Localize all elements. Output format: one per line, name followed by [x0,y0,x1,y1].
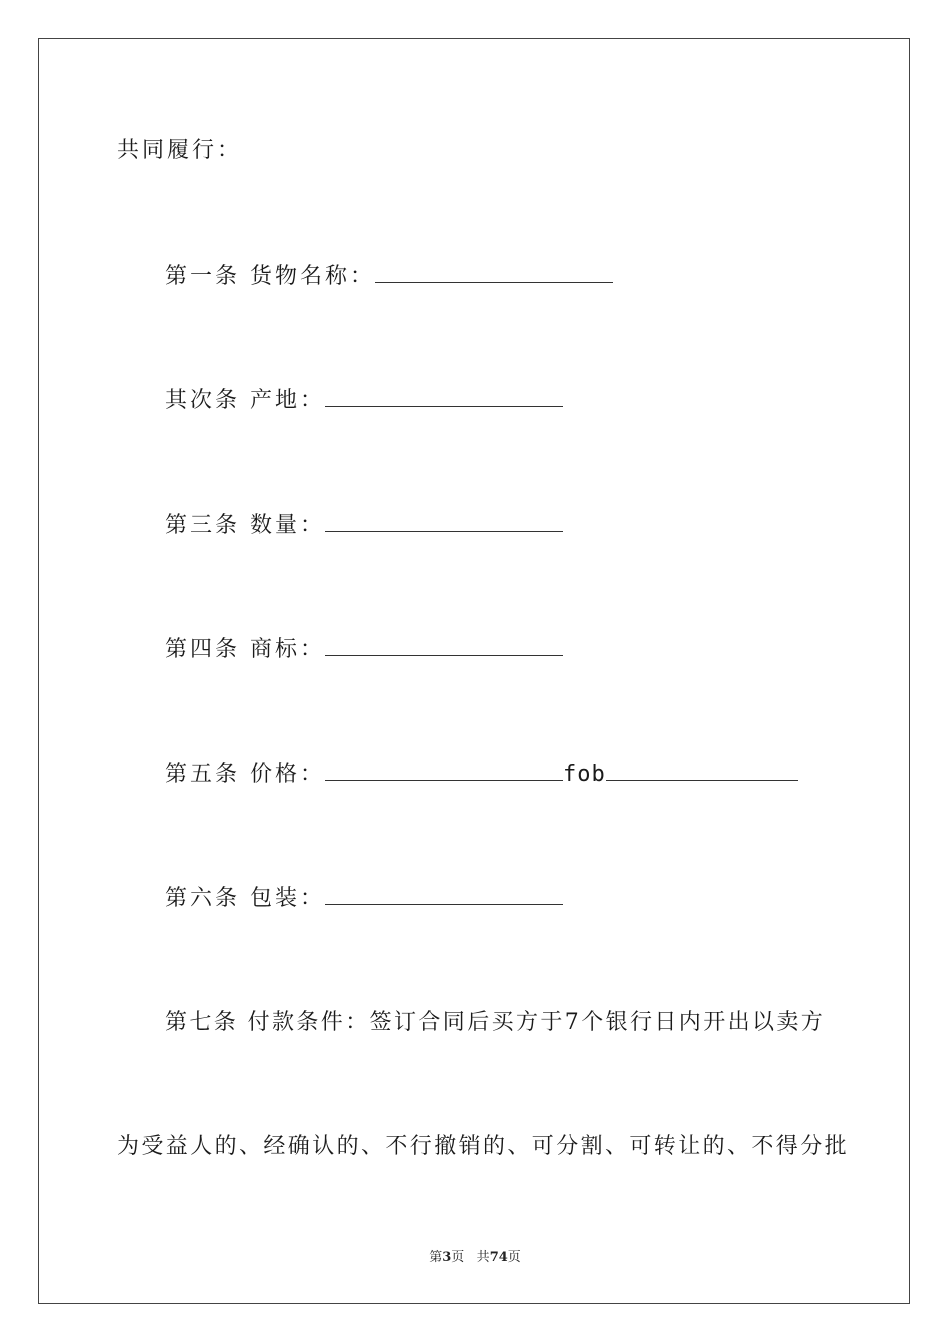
footer-page-prefix: 第 [429,1250,443,1265]
clause-7-continued [117,1133,849,1161]
clause-6 [165,884,563,913]
clause-3-blank-field[interactable] [325,511,563,532]
clause-2 [165,386,563,415]
clause-7-text: 第七条 付款条件：签订合同后买方于7个银行日内开出以卖方 [165,1010,826,1035]
clause-1 [165,262,613,291]
footer-page-suffix: 页 [451,1250,465,1265]
footer-total-prefix: 共 [476,1250,490,1265]
clause-1-blank-field[interactable] [375,262,613,283]
footer-total-pages: 74 [489,1250,508,1265]
footer-page-number: 3 [442,1250,452,1265]
clause-2-label: 其次条 产地： [165,388,325,413]
clause-4-label: 第四条 商标： [165,637,325,662]
clause-6-blank-field[interactable] [325,884,563,905]
footer-total-suffix: 页 [507,1250,521,1265]
clause-5 [165,760,798,789]
clause-1-label: 第一条 货物名称： [165,264,375,289]
clause-4-blank-field[interactable] [325,635,563,656]
clause-2-blank-field[interactable] [325,386,563,407]
clause-5-blank-field-2[interactable] [606,760,798,781]
clause-5-blank-field-1[interactable] [325,760,563,781]
price-term-fob: fob [563,762,606,787]
clause-7-continued-text: 为受益人的、经确认的、不行撤销的、可分割、可转让的、不得分批 [117,1134,850,1159]
page-border [38,38,910,1304]
clause-5-label: 第五条 价格： [165,762,325,787]
page-footer [0,1246,950,1265]
clause-7 [165,1009,825,1037]
clause-6-label: 第六条 包装： [165,886,325,911]
text-line-intro [117,137,242,165]
clause-3-label: 第三条 数量： [165,513,325,538]
intro-text: 共同履行： [117,138,243,163]
clause-4 [165,635,563,664]
clause-3 [165,511,563,540]
